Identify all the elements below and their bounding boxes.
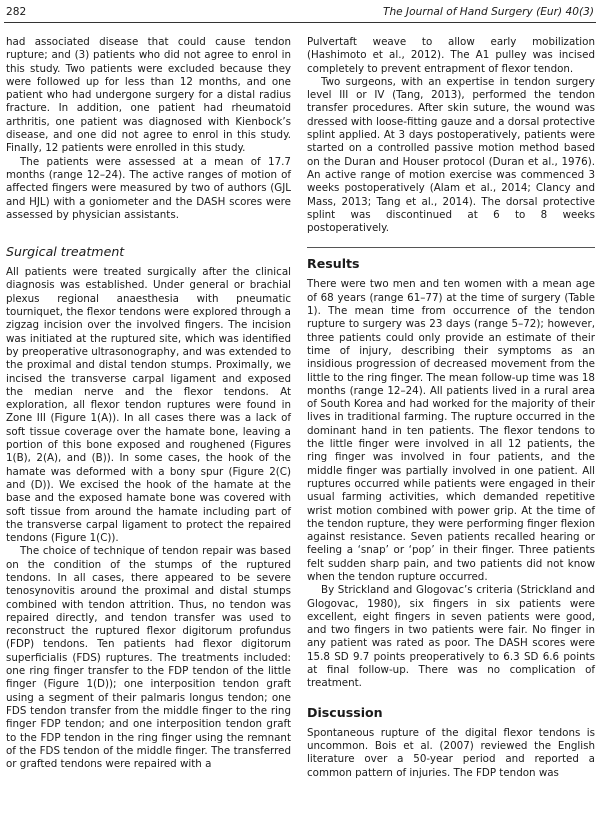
left-paragraph-2: The patients were assessed at a mean of 17.7 months (range 12–24). The active ranges of motion of affected fingers were measured by two of authors (GJL and HJL) with a goniometer and the DASH scores were assessed by physician assistants. [6,155,291,221]
left-column [6,36,291,771]
journal-citation: The Journal of Hand Surgery (Eur) 40(3) [382,6,594,18]
running-header [6,6,594,22]
right-paragraph-1: Pulvertaft weave to allow early mobilization (Hashimoto et al., 2012). The A1 pulley was incised completely to prevent entrapment of flexor tendon. [307,36,595,75]
page-number: 282 [6,6,27,18]
right-paragraph-4: By Strickland and Glogovac’s criteria (Strickland and Glogovac, 1980), six fingers in six patients were excellent, eight fingers in seven patients were good, and two fingers in two patients were fair. No finger in any patient was rated as poor. The DASH scores were 15.8 SD 9.7 points preoperatively to 6.3 SD 6.6 points at final follow-up. There was no complication of treatment. [307,584,595,690]
section-divider [307,247,595,248]
surgical-treatment-heading: Surgical treatment [6,244,125,260]
right-paragraph-2: Two surgeons, with an expertise in tendon surgery level III or IV (Tang, 2013), performed the tendon transfer procedures. After skin suture, the wound was dressed with loose-fitting gauze and a dorsal protective splint applied. At 3 days postoperatively, patients were started on a controlled passive motion method based on the Duran and Houser protocol (Duran et al., 1976). An active range of motion exercise was commenced 3 weeks postoperatively (Alam et al., 2014; Clancy and Mass, 2013; Tang et al., 2014). The dorsal protective splint was discontinued at 6 to 8 weeks postoperatively. [307,75,595,235]
left-paragraph-4: The choice of technique of tendon repair was based on the condition of the stumps of the ruptured tendons. In all cases, there appeared to be severe tenosynovitis around the proximal and distal stumps combined with tendon attrition. Thus, no tendon was repaired directly, and tendon transfer was used to reconstruct the ruptured flexor digitorum profundus (FDP) tendons. Ten patients had flexor digitorum superficialis (FDS) ruptures. The treatments included: one ring finger transfer to the FDP tendon of the little finger (Figure 1(D)); one interposition tendon graft using a segment of their palmaris longus tendon; one FDS tendon transfer from the middle finger to the ring finger FDP tendon; and one interposition tendon graft to the FDP tendon in the ring finger using the remnant of the FDS tendon of the middle finger. The transferred or grafted tendons were repaired with a [6,545,291,771]
right-column [307,36,595,780]
discussion-heading: Discussion [307,704,383,720]
right-paragraph-3: There were two men and ten women with a mean age of 68 years (range 61–77) at the time of surgery (Table 1). The mean time from occurrence of the tendon rupture to surgery was 23 days (range 5–72); however, three patients could only provide an estimate of their time of injury, describing their symptoms as an insidious progression of decreased movement from the little to the ring finger. The mean follow-up time was 18 months (range 12–24). All patients lived in a rural area of South Korea and had worked for the majority of their lives in traditional farming. The rupture occurred in the dominant hand in ten patients. The flexor tendons to the little finger were involved in all 12 patients, the ring finger was involved in four patients, and the middle finger was partially involved in one patient. All ruptures occurred while patients were engaged in their usual farming activities, which demanded repetitive wrist motion combined with power grip. At the time of the tendon rupture, they were performing finger flexion against resistance. Seven patients recalled hearing or feeling a ‘snap’ or ‘pop’ in their finger. Three patients felt sudden sharp pain, and two patients did not know when the tendon rupture occurred. [307,278,595,583]
right-paragraph-5: Spontaneous rupture of the digital flexor tendons is uncommon. Bois et al. (2007) reviewed the English literature over a 50-year period and reported a common pattern of injuries. The FDP tendon was [307,726,595,779]
header-rule [4,22,596,23]
left-paragraph-3: All patients were treated surgically after the clinical diagnosis was established. Under general or brachial plexus regional anaesthesia with pneumatic tourniquet, the flexor tendons were explored through a zigzag incision over the involved fingers. The incision was initiated at the ruptured site, which was identified by preoperative ultrasonography, and was extended to the proximal and distal tendon stumps. Proximally, we incised the transverse carpal ligament and exposed the median nerve and the flexor tendons. At exploration, all flexor tendon ruptures were found in Zone III (Figure 1(A)). In all cases there was a lack of soft tissue coverage over the hamate bone, leaving a portion of this bone exposed and roughened (Figures 1(B), 2(A), and (B)). In some cases, the hook of the hamate was deformed with a bony spur (Figure 2(C) and (D)). We excised the hook of the hamate at the base and the exposed hamate bone was covered with soft tissue from around the hamate including part of the transverse carpal ligament to protect the repaired tendons (Figure 1(C)). [6,266,291,545]
left-paragraph-1: had associated disease that could cause tendon rupture; and (3) patients who did not agree to enrol in this study. Two patients were excluded because they were followed up for less than 12 months, and one patient who had undergone surgery for a distal radius fracture. In addition, one patient had rheumatoid arthritis, one patient was diagnosed with Kienbock’s disease, and one did not agree to enrol in this study. Finally, 12 patients were enrolled in this study. [6,36,291,155]
results-heading: Results [307,256,360,272]
